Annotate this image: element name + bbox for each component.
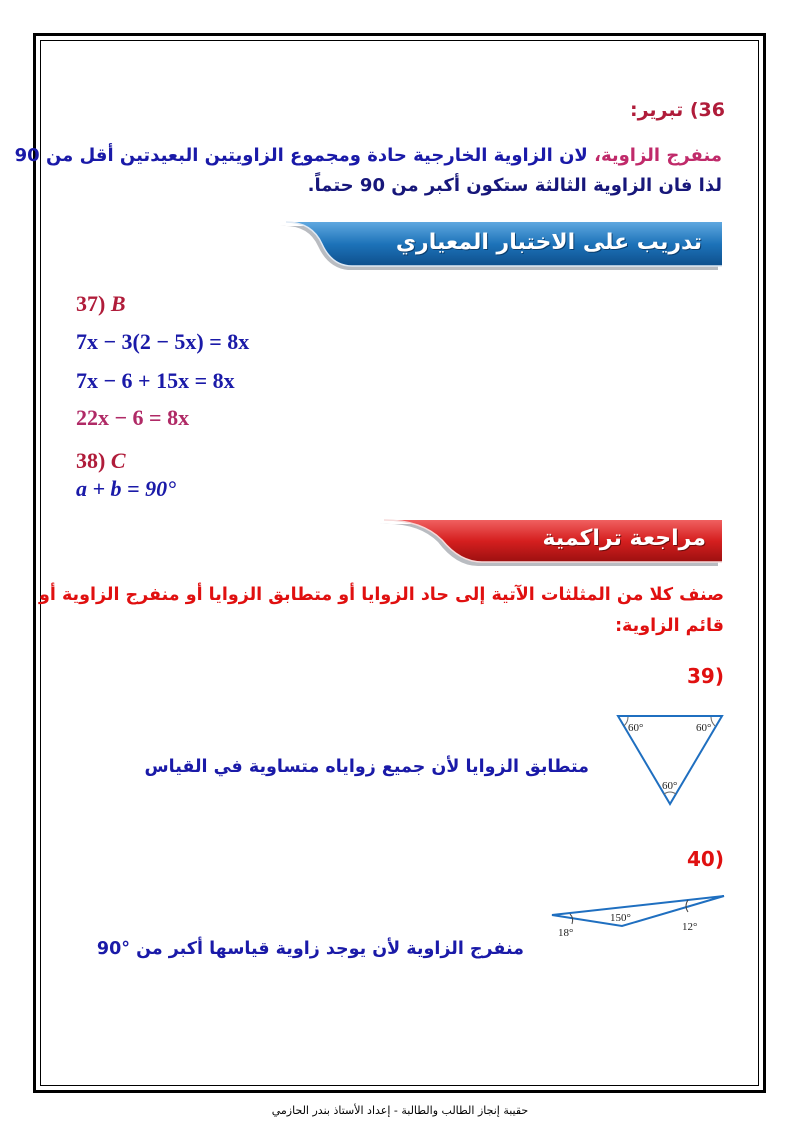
cumulative-review-banner	[378, 518, 724, 568]
q39-number: (39	[687, 664, 724, 688]
q36-line1	[15, 145, 722, 166]
q40-angle-left: 18°	[558, 927, 574, 939]
q39-angle-bottom: 60°	[662, 780, 678, 792]
q37-eq2: 7x − 6 + 15x = 8x	[76, 368, 235, 393]
standardized-test-title: تدريب على الاختبار المعياري	[395, 230, 702, 255]
q37-label	[76, 291, 126, 317]
q38-label	[76, 448, 126, 474]
q39-angle-left: 60°	[628, 722, 644, 734]
q36-term: منفرج الزاوية،	[594, 145, 722, 166]
q37-eq1-right: = 8x	[209, 329, 250, 354]
q40-angle-right: 12°	[682, 921, 698, 933]
q39-triangle-figure	[614, 712, 726, 808]
q40-answer: منفرج الزاوية لأن يوجد زاوية قياسها أكبر من °90	[96, 939, 524, 959]
q39-answer: متطابق الزوايا لأن جميع زواياه متساوية في القياس	[144, 757, 589, 777]
q36-heading: 36) تبرير:	[629, 99, 725, 121]
standardized-test-banner	[278, 220, 724, 272]
q36-line2: لذا فان الزاوية الثالثة ستكون أكبر من 90 حتماً.	[307, 175, 722, 196]
q39-angle-right: 60°	[696, 722, 712, 734]
q37-eq1-left: 7x − 3(2 − 5x)	[76, 329, 204, 354]
footer-credit: حقيبة إنجاز الطالب والطالبة - إعداد الأستاذ بندر الحازمي	[271, 1104, 529, 1117]
q37-eq3: 22x − 6 = 8x	[76, 405, 190, 430]
cumulative-review-title: مراجعة تراكمية	[542, 526, 706, 551]
q37-answer: B	[110, 291, 126, 316]
q40-angle-obtuse: 150°	[610, 912, 631, 924]
q36-line1-rest: لان الزاوية الخارجية حادة ومجموع الزاويتين البعيدتين أقل من 90	[14, 145, 595, 166]
q38-number: 38)	[76, 448, 106, 473]
q40-triangle-figure	[548, 888, 728, 942]
q38-eq: a + b = 90°	[76, 476, 176, 501]
instructions-line1: صنف كلا من المثلثات الآتية إلى حاد الزوايا أو متطابق الزوايا أو منفرج الزاوية أو	[38, 585, 724, 605]
q37-eq1	[76, 329, 249, 355]
q38-answer: C	[110, 448, 126, 473]
q37-number: 37)	[76, 291, 106, 316]
q40-number: (40	[687, 847, 724, 871]
instructions-line2: قائم الزاوية:	[615, 616, 724, 636]
